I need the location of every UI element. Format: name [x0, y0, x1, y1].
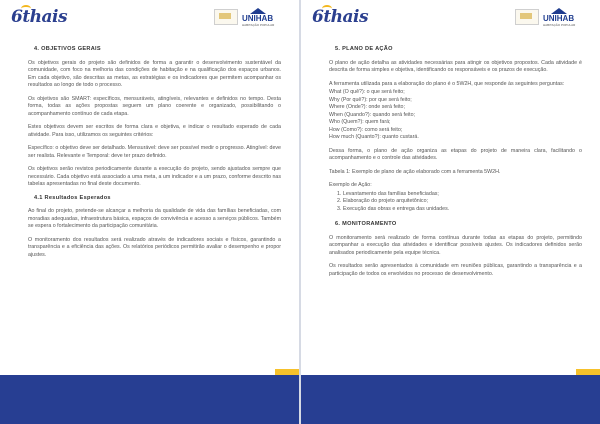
list-item: 3. Execução das obras e entrega das unidades. [337, 205, 450, 212]
unihab-logo [543, 8, 575, 27]
example-label: Exemplo de Ação: [329, 182, 372, 188]
list-item: Why (Por quê?): por que será feito; [329, 96, 412, 103]
sextais-logo [11, 9, 67, 26]
list-item: 2. Elaboração do projeto arquitetônico; [337, 198, 428, 204]
paragraph: Os objetivos são SMART: específicos, mensuráveis, atingíveis, relevantes e definidos no tempo. Desta forma, todas as ações propostas seguem um plano coerente e organizado, possibilitando o acompanhamento contínuo de cada etapa. [28, 95, 281, 117]
paragraph: Estes objetivos devem ser escritos de forma clara e objetiva, e indicar o resultado esperado de cada atividade. Para isso, utilizamos os seguintes critérios: [28, 124, 281, 138]
paragraph: Específico: o objetivo deve ser detalhado. Mensurável: deve ser possível medir o progresso. Atingível: deve ser realista. Relevante e Temporal: deve ter prazo definido. [28, 145, 281, 159]
list-item: Where (Onde?): onde será feito; [329, 104, 405, 110]
document-page-left [0, 0, 299, 424]
list-item: How much (Quanto?): quanto custará. [329, 134, 419, 140]
question-list [329, 89, 582, 142]
document-page-right [301, 0, 600, 424]
list-item: 1. Levantamento das famílias beneficiadas; [337, 190, 439, 197]
paragraph: O monitoramento dos resultados será realizado através de indicadores sociais e físicos, garantindo a transparência e a eficiência das ações. Os relatórios periódicos permitirão avaliar o desempenho e propor ajustes. [28, 236, 281, 258]
unihab-text: UNIHAB [242, 14, 274, 23]
list-item: How (Como?): como será feito; [329, 126, 403, 133]
paragraph: Dessa forma, o plano de ação organiza as etapas do projeto de maneira clara, facilitando o acompanhamento e o controle das atividades. [329, 147, 582, 161]
partner-seal-icon [214, 9, 238, 25]
page-footer-band [301, 375, 600, 424]
sextais-logo [312, 9, 368, 26]
sun-ray-icon [322, 5, 332, 12]
subsection-heading: 6. MONITORAMENTO [335, 221, 397, 227]
partner-seal-icon [515, 9, 539, 25]
subsection-heading: 4.1 Resultados Esperados [34, 194, 111, 201]
paragraph: A ferramenta utilizada para a elaboração do plano é o 5W2H, que responde às seguintes perguntas: [329, 80, 565, 87]
paragraph: O plano de ação detalha as atividades necessárias para atingir os objetivos propostos. Cada atividade é descrita de forma simples e objetiva, identificando os responsáveis e os prazos de execução. [329, 59, 582, 73]
numbered-list [329, 191, 582, 214]
list-item: Who (Quem?): quem fará; [329, 119, 391, 125]
list-item: When (Quando?): quando será feito; [329, 111, 415, 118]
section-heading: 5. PLANO DE AÇÃO [335, 46, 393, 52]
logo-text: 6thais [312, 7, 369, 27]
unihab-tagline: HABITAÇÃO POPULAR [242, 23, 275, 27]
unihab-logo [242, 8, 274, 27]
left-page-content [28, 46, 281, 265]
logo-text: 6thais [11, 7, 68, 27]
table-caption: Tabela 1: Exemplo de plano de ação elaborado com a ferramenta 5W2H. [329, 168, 501, 175]
list-item: What (O quê?): o que será feito; [329, 89, 405, 95]
paragraph: Os objetivos gerais do projeto são definidos de forma a garantir o desenvolvimento sustentável da comunidade, com foco na melhoria das condições de habitação e na qualificação dos espaços urbanos. Em cada objetivo, são descritas as metas, as estratégias e os indicadores que permitem acompanhar os resultados ao longo de todo o processo. [28, 59, 281, 88]
right-page-content [329, 46, 582, 284]
paragraph: Os objetivos serão revistos periodicamente durante a execução do projeto, sendo ajustados sempre que necessário. Cada objetivo está associado a uma meta, a um indicador e a um prazo, conforme descrito nas tabelas apresentadas no final deste documento. [28, 166, 281, 187]
unihab-text: UNIHAB [543, 14, 575, 23]
paragraph: Os resultados serão apresentados à comunidade em reuniões públicas, garantindo a transparência e a participação de todos os envolvidos no processo de desenvolvimento. [329, 263, 582, 277]
section-heading: 4. OBJETIVOS GERAIS [34, 46, 101, 52]
footer-accent-tab [275, 369, 299, 375]
page-footer-band [0, 375, 299, 424]
unihab-tagline: HABITAÇÃO POPULAR [543, 23, 576, 27]
footer-accent-tab [576, 369, 600, 375]
paragraph: O monitoramento será realizado de forma contínua durante todas as etapas do projeto, permitindo acompanhar a execução das atividades e identificar possíveis ajustes. Os indicadores definidos serão analisados periodicamente pela equipe técnica. [329, 234, 582, 256]
paragraph: Ao final do projeto, pretende-se alcançar a melhoria da qualidade de vida das famílias beneficiadas, com moradias adequadas, infraestrutura básica, espaços de convivência e acesso a serviços públicos. Também se espera o fortalecimento da participação comunitária. [28, 208, 281, 229]
sun-ray-icon [21, 5, 31, 12]
